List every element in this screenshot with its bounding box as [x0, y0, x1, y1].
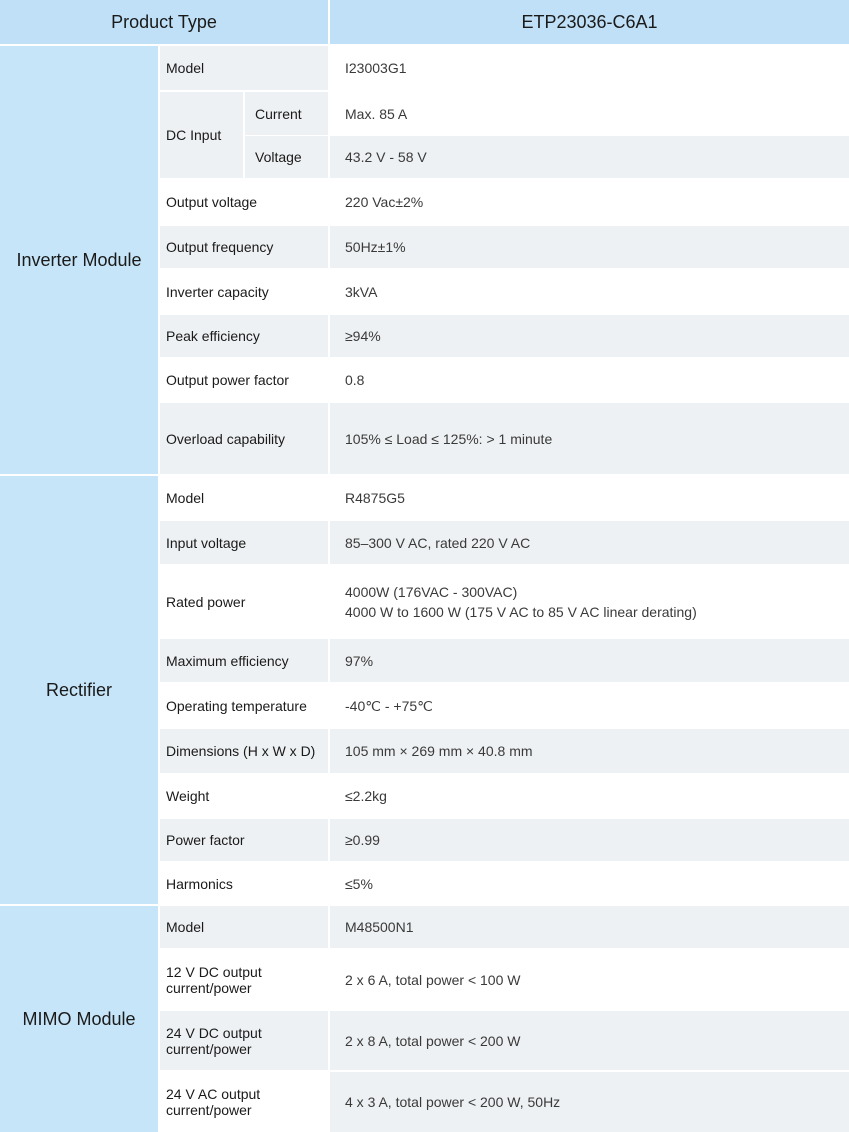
output-power-factor-value	[330, 359, 849, 401]
ac24-output-text: 4 x 3 A, total power < 200 W, 50Hz	[345, 1094, 561, 1110]
dc-input-current-value	[330, 92, 849, 135]
rated-power-line2: 4000 W to 1600 W (175 V AC to 85 V AC linear derating)	[345, 603, 697, 620]
output-voltage-text: 220 Vac±2%	[345, 194, 424, 210]
inverter-capacity-text: 3kVA	[345, 283, 378, 300]
dc24-label-line1: 24 V DC output	[166, 1024, 262, 1041]
inverter-model-value	[330, 46, 849, 90]
dc-input-voltage-text: 43.2 V - 58 V	[345, 149, 427, 165]
dc12-output-label	[160, 950, 328, 1009]
output-power-factor-text: 0.8	[345, 372, 365, 388]
max-efficiency-label: Maximum efficiency	[160, 639, 328, 682]
inverter-capacity-value	[330, 270, 849, 313]
rated-power-value	[330, 566, 849, 637]
max-efficiency-text: 97%	[345, 652, 374, 669]
rated-power-line1: 4000W (176VAC - 300VAC)	[345, 583, 518, 600]
ac24-output-value	[330, 1072, 849, 1132]
weight-text: ≤2.2kg	[345, 788, 387, 804]
dimensions-value	[330, 729, 849, 773]
dc24-output-label	[160, 1011, 328, 1070]
dc-input-voltage-label: Voltage	[245, 136, 328, 178]
harmonics-label: Harmonics	[160, 863, 328, 904]
input-voltage-value	[330, 521, 849, 564]
input-voltage-label: Input voltage	[160, 521, 328, 564]
dc12-label-line2: current/power	[166, 979, 252, 996]
operating-temperature-label: Operating temperature	[160, 684, 328, 727]
dc24-label-line2: current/power	[166, 1040, 252, 1057]
peak-efficiency-label: Peak efficiency	[160, 315, 328, 357]
dimensions-text: 105 mm × 269 mm × 40.8 mm	[345, 743, 533, 759]
rated-power-label: Rated power	[160, 566, 328, 637]
rectifier-model-value	[330, 476, 849, 519]
product-type-header: Product Type	[0, 0, 328, 44]
dc12-label-line1: 12 V DC output	[166, 963, 262, 980]
product-model-header: ETP23036-C6A1	[330, 0, 849, 44]
weight-label: Weight	[160, 775, 328, 817]
power-factor-label: Power factor	[160, 819, 328, 861]
dc-input-current-label: Current	[245, 92, 328, 135]
operating-temperature-value	[330, 684, 849, 727]
output-frequency-text: 50Hz±1%	[345, 239, 406, 255]
input-voltage-text: 85–300 V AC, rated 220 V AC	[345, 534, 531, 551]
rectifier-model-text: R4875G5	[345, 489, 405, 506]
dc24-output-value	[330, 1011, 849, 1070]
group-inverter-module: Inverter Module	[0, 46, 158, 474]
mimo-model-label: Model	[160, 906, 328, 948]
dc12-output-text: 2 x 6 A, total power < 100 W	[345, 971, 521, 988]
dc24-output-text: 2 x 8 A, total power < 200 W	[345, 1032, 521, 1049]
ac24-output-label	[160, 1072, 328, 1132]
overload-capability-text: 105% ≤ Load ≤ 125%: > 1 minute	[345, 430, 553, 447]
overload-capability-label: Overload capability	[160, 403, 328, 474]
output-voltage-label: Output voltage	[160, 180, 328, 224]
power-factor-value	[330, 819, 849, 861]
overload-capability-value	[330, 403, 849, 474]
peak-efficiency-value	[330, 315, 849, 357]
dc-input-current-text: Max. 85 A	[345, 105, 408, 122]
output-frequency-value	[330, 226, 849, 268]
mimo-model-value	[330, 906, 849, 948]
inverter-model-text: I23003G1	[345, 60, 407, 76]
dc-input-label: DC Input	[160, 92, 243, 178]
weight-value	[330, 775, 849, 817]
harmonics-text: ≤5%	[345, 875, 373, 892]
mimo-model-text: M48500N1	[345, 919, 414, 935]
output-voltage-value	[330, 180, 849, 224]
power-factor-text: ≥0.99	[345, 832, 380, 848]
group-rectifier: Rectifier	[0, 476, 158, 904]
ac24-label-line2: current/power	[166, 1102, 252, 1118]
dc12-output-value	[330, 950, 849, 1009]
operating-temperature-text: -40℃ - +75℃	[345, 697, 433, 714]
rectifier-model-label: Model	[160, 476, 328, 519]
dimensions-label: Dimensions (H x W x D)	[160, 729, 328, 773]
max-efficiency-value	[330, 639, 849, 682]
group-mimo-module: MIMO Module	[0, 906, 158, 1132]
inverter-model-label: Model	[160, 46, 328, 90]
dc-input-voltage-value	[330, 136, 849, 178]
output-frequency-label: Output frequency	[160, 226, 328, 268]
peak-efficiency-text: ≥94%	[345, 328, 381, 344]
inverter-capacity-label: Inverter capacity	[160, 270, 328, 313]
output-power-factor-label: Output power factor	[160, 359, 328, 401]
harmonics-value	[330, 863, 849, 904]
ac24-label-line1: 24 V AC output	[166, 1086, 261, 1102]
